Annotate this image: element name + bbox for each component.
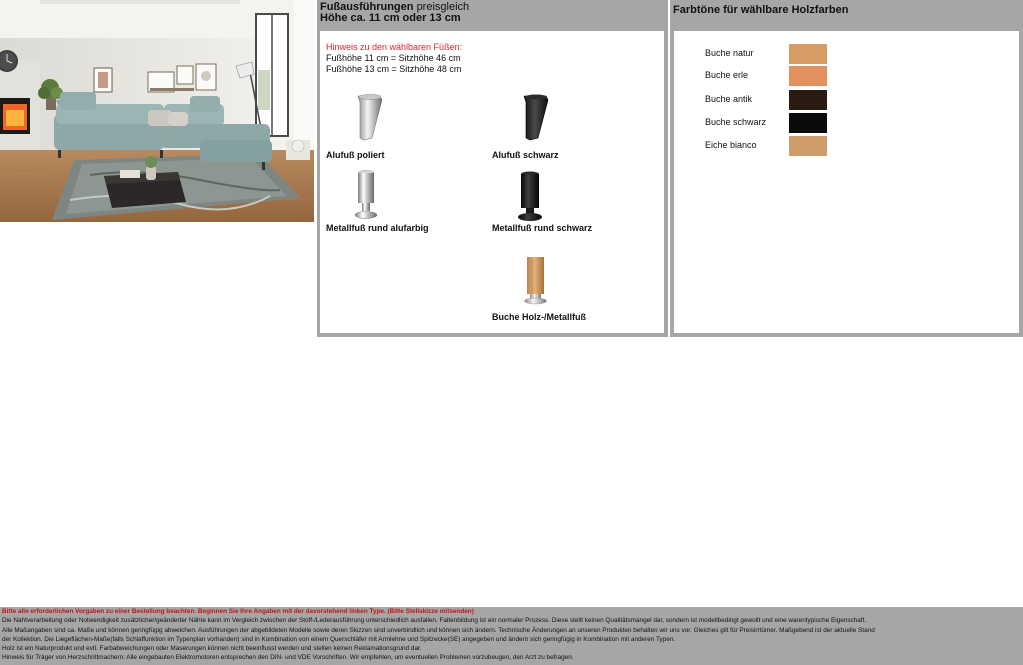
metal-foot-round-black-icon xyxy=(510,170,550,222)
footer-note-line: Holz ist ein Naturprodukt und evtl. Farbabweichungen oder Maserungen können nicht beeinflusst werden und stellen keinen Reklamationsgrund dar. xyxy=(2,645,422,653)
footer-note-line: Alle Maßangaben sind ca. Maße und können geringfügig abweichen. Ausführungen der abgebildeten Modelle sowie deren Skizzen sind unverbindlich und können sich ändern. Technische Änderungen an unseren Produkten behalten wir uns vor. Gleiches gilt für Preisirrtümer. Maßgebend ist der aktuelle Stand xyxy=(2,626,875,634)
wood-panel-body xyxy=(674,31,1019,333)
alu-foot-black-icon xyxy=(516,93,556,143)
wood-color-row xyxy=(674,44,1019,64)
feet-hint-title: Hinweis zu den wählbaren Füßen: xyxy=(326,42,463,52)
feet-hint-line: Fußhöhe 13 cm = Sitzhöhe 48 cm xyxy=(326,64,462,74)
wood-color-swatch xyxy=(789,136,827,156)
feet-panel-title: Fußausführungen xyxy=(320,1,414,13)
foot-label: Metallfuß rund schwarz xyxy=(492,223,593,233)
order-warning: Bitte alle erforderlichen Vorgaben zu einer Bestellung beachten. Beginnen Sie Ihre Angaben mit der davorstehend linken Type. (Bitte Stellskizze mitsenden) xyxy=(2,608,474,615)
feet-panel-title-suffix: preisgleich xyxy=(416,1,470,13)
foot-label: Alufuß schwarz xyxy=(492,150,559,160)
room-photo xyxy=(0,0,314,222)
wood-color-name: Buche schwarz xyxy=(705,117,767,127)
feet-hint xyxy=(326,42,462,75)
wood-color-swatch xyxy=(789,113,827,133)
wood-color-name: Eiche bianco xyxy=(705,140,757,150)
foot-option-metal-round-alu xyxy=(326,170,486,236)
foot-option-beech-wood-metal xyxy=(492,255,652,325)
wood-panel-title: Farbtöne für wählbare Holzfarben xyxy=(673,4,849,16)
foot-option-alu-polished xyxy=(326,93,486,163)
footer-note-line: der Kollektion. Die Liegeflächen-Maße(falls Schlaffunktion im Typenplan vorhanden) sind in Kombination von einem Querschläfer mit Armlehne und Spitzecke(SE) angegeben und ändern sich geringfügig in Kombination mit anderen Typen. xyxy=(2,635,676,643)
feet-panel-header xyxy=(320,2,469,24)
wood-color-swatch xyxy=(789,66,827,86)
wood-color-row xyxy=(674,113,1019,133)
footer-note-line: Die Nahtverarbeitung oder Notwendigkeit zusätzlicher/geänderter Nähte kann im Vergleich zwischen der Stoff-/Lederausführung unterschiedlich ausfallen. Faltenbildung ist ein normaler Prozess. Diese stellt keinen Qualitätsmangel dar, sondern ist modellbedingt gewollt und eine warentypische Eigenschaft. xyxy=(2,617,867,625)
wood-color-name: Buche natur xyxy=(705,48,754,58)
footer-notes xyxy=(0,607,1023,665)
wood-color-swatch xyxy=(789,90,827,110)
feet-hint-line: Fußhöhe 11 cm = Sitzhöhe 46 cm xyxy=(326,53,461,63)
foot-option-alu-black xyxy=(492,93,652,163)
wood-color-row xyxy=(674,90,1019,110)
feet-panel-subtitle: Höhe ca. 11 cm oder 13 cm xyxy=(320,12,461,24)
wood-colors-panel xyxy=(670,0,1023,337)
metal-foot-round-alu-icon xyxy=(346,170,386,220)
wood-color-name: Buche antik xyxy=(705,94,753,104)
footer-note-line: Hinweis für Träger von Herzschrittmachern: Alle eingebauten Elektromotoren entsprechen den DIN- und VDE Vorschriften. Wir empfehlen, um eventuellen Problemen vorzubeugen, den Arzt zu befragen. xyxy=(2,654,574,662)
foot-label: Metallfuß rund alufarbig xyxy=(326,223,429,233)
wood-color-swatch xyxy=(789,44,827,64)
wood-panel-header xyxy=(673,5,848,16)
feet-options-panel xyxy=(317,0,668,337)
foot-option-metal-round-black xyxy=(492,170,652,236)
foot-label: Buche Holz-/Metallfuß xyxy=(492,312,586,322)
feet-panel-body xyxy=(320,31,664,333)
wood-color-row xyxy=(674,66,1019,86)
wood-color-row xyxy=(674,136,1019,156)
foot-label: Alufuß poliert xyxy=(326,150,385,160)
beech-wood-metal-foot-icon xyxy=(518,255,558,307)
alu-foot-polished-icon xyxy=(350,93,390,143)
wood-color-name: Buche erle xyxy=(705,70,749,80)
